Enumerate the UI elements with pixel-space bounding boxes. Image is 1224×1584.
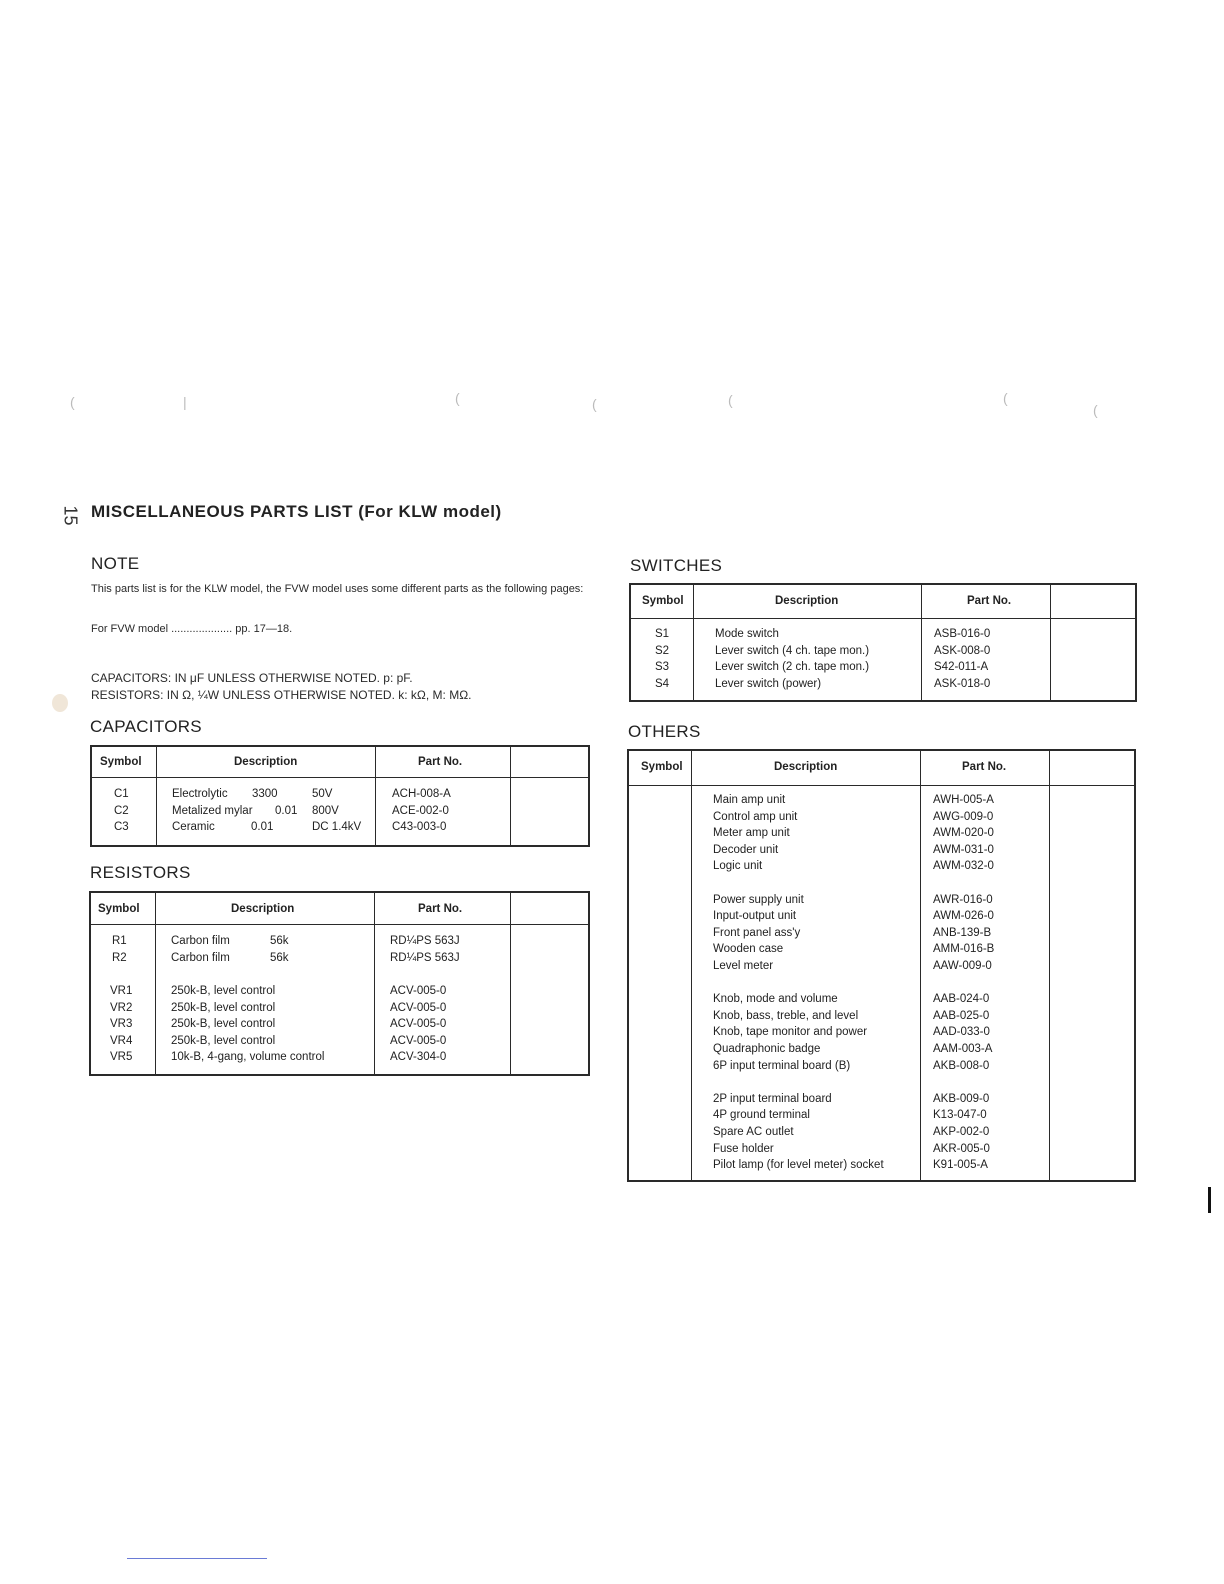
table-row <box>629 1008 1134 1025</box>
symbol-cell: R1 <box>112 935 127 947</box>
description-cell: Main amp unit <box>713 794 786 806</box>
description-cell: Lever switch (4 ch. tape mon.) <box>715 644 870 657</box>
column-header-symbol: Symbol <box>641 761 683 773</box>
description-cell: Pilot lamp (for level meter) socket <box>713 1159 884 1172</box>
part-no-cell: AAW-009-0 <box>933 960 992 972</box>
part-no-cell: AWM-031-0 <box>933 843 994 856</box>
table-row <box>629 858 1134 875</box>
description-cell: Level meter <box>713 960 774 972</box>
table-row <box>631 676 1135 693</box>
table-row <box>629 991 1134 1008</box>
table-row <box>91 1033 588 1050</box>
description-cell: Metalized mylar <box>172 804 253 817</box>
column-header-description: Description <box>234 756 298 768</box>
table-row <box>629 1058 1134 1075</box>
table-row <box>91 1000 588 1017</box>
part-no-cell: AMM-016-B <box>933 943 995 956</box>
paper-stain <box>52 694 68 712</box>
description-cell: Mode switch <box>715 628 779 640</box>
table-row <box>629 908 1134 925</box>
switches-table <box>629 583 1137 702</box>
edge-mark <box>1208 1187 1211 1213</box>
page-title: MISCELLANEOUS PARTS LIST (For KLW model) <box>91 502 502 521</box>
part-no-cell: ASB-016-0 <box>934 628 991 640</box>
description-cell: 6P input terminal board (B) <box>713 1059 851 1072</box>
scan-mark: ( <box>1003 390 1008 406</box>
resistor-units-note: RESISTORS: IN Ω, ¼W UNLESS OTHERWISE NOTED. k: kΩ, M: MΩ. <box>91 688 472 702</box>
description-cell: Knob, tape monitor and power <box>713 1026 868 1039</box>
description-cell: Carbon film <box>171 935 230 947</box>
table-row <box>629 925 1134 942</box>
symbol-cell: VR5 <box>110 1051 133 1064</box>
description-cell: Ceramic <box>172 821 215 834</box>
column-header-symbol: Symbol <box>98 903 140 915</box>
rating-cell: 50V <box>312 788 333 800</box>
capacitors-table <box>90 745 590 847</box>
note-text: This parts list is for the KLW model, the FVW model uses some different parts as the following pages: <box>91 583 584 595</box>
part-no-cell: AWM-032-0 <box>933 860 994 873</box>
description-cell: 4P ground terminal <box>713 1109 810 1122</box>
part-no-cell: AAM-003-A <box>933 1043 993 1055</box>
description-cell: Power supply unit <box>713 893 804 906</box>
resistors-table <box>89 891 590 1076</box>
table-row <box>631 659 1135 676</box>
scan-mark: ( <box>592 396 597 412</box>
description-cell: Carbon film <box>171 951 230 964</box>
others-table <box>627 749 1136 1182</box>
column-header-description: Description <box>774 761 838 773</box>
symbol-cell: C1 <box>114 788 129 800</box>
part-no-cell: AKB-008-0 <box>933 1059 990 1072</box>
table-row <box>629 792 1134 809</box>
description-cell: Lever switch (power) <box>715 677 822 690</box>
symbol-cell: S1 <box>655 628 670 640</box>
table-row <box>629 1091 1134 1108</box>
part-no-cell: AKR-005-0 <box>933 1142 990 1155</box>
table-row <box>629 825 1134 842</box>
table-row <box>629 842 1134 859</box>
table-row <box>92 786 588 803</box>
part-no-cell: AWR-016-0 <box>933 893 993 906</box>
table-row <box>629 1157 1134 1174</box>
scan-mark: ( <box>455 390 460 406</box>
part-no-cell: RD¼PS 563J <box>390 935 460 947</box>
footer-rule <box>127 1558 267 1559</box>
description-cell: Input-output unit <box>713 910 797 923</box>
part-no-cell: K91-005-A <box>933 1159 988 1172</box>
table-row <box>91 1016 588 1033</box>
column-header-description: Description <box>231 903 295 915</box>
description-cell: Decoder unit <box>713 843 779 856</box>
symbol-cell: S3 <box>655 661 670 674</box>
table-row <box>629 1041 1134 1058</box>
table-row <box>629 892 1134 909</box>
column-header-part-no: Part No. <box>962 761 1007 773</box>
value-cell: 3300 <box>252 788 278 800</box>
description-cell: 250k-B, level control <box>171 1001 276 1014</box>
description-cell: Knob, bass, treble, and level <box>713 1009 859 1022</box>
value-cell: 56k <box>270 951 289 964</box>
table-row <box>629 941 1134 958</box>
description-cell: Fuse holder <box>713 1142 774 1155</box>
description-cell: 250k-B, level control <box>171 985 276 997</box>
part-no-cell: K13-047-0 <box>933 1109 987 1122</box>
scan-mark: | <box>183 394 187 410</box>
symbol-cell: C2 <box>114 804 129 817</box>
description-cell: Knob, mode and volume <box>713 993 838 1006</box>
symbol-cell: C3 <box>114 821 129 834</box>
part-no-cell: AAB-025-0 <box>933 1009 990 1022</box>
description-cell: 10k-B, 4-gang, volume control <box>171 1051 325 1064</box>
description-cell: 2P input terminal board <box>713 1092 832 1105</box>
description-cell: Control amp unit <box>713 810 798 823</box>
description-cell: Spare AC outlet <box>713 1126 794 1138</box>
resistors-heading: RESISTORS <box>90 863 191 882</box>
column-header-description: Description <box>775 595 839 607</box>
scan-mark: ( <box>728 392 733 408</box>
part-no-cell: AAD-033-0 <box>933 1026 990 1039</box>
description-cell: 250k-B, level control <box>171 1034 276 1047</box>
scan-mark: ( <box>70 394 75 410</box>
column-header-part-no: Part No. <box>967 595 1012 607</box>
part-no-cell: AAB-024-0 <box>933 993 990 1006</box>
scan-mark: ( <box>1093 402 1098 418</box>
table-row <box>631 626 1135 643</box>
part-no-cell: AWM-026-0 <box>933 910 994 923</box>
symbol-cell: VR2 <box>110 1001 133 1014</box>
description-cell: Quadraphonic badge <box>713 1043 821 1055</box>
table-row <box>629 1141 1134 1158</box>
part-no-cell: AKP-002-0 <box>933 1126 990 1138</box>
table-row <box>91 950 588 967</box>
description-cell: Meter amp unit <box>713 827 790 840</box>
note-heading: NOTE <box>91 554 140 573</box>
value-cell: 0.01 <box>251 821 274 834</box>
value-cell: 56k <box>270 935 289 947</box>
description-cell: 250k-B, level control <box>171 1018 276 1031</box>
rating-cell: 800V <box>312 804 339 817</box>
symbol-cell: S2 <box>655 644 670 657</box>
table-row <box>629 1107 1134 1124</box>
capacitor-units-note: CAPACITORS: IN μF UNLESS OTHERWISE NOTED. p: pF. <box>91 671 413 685</box>
symbol-cell: R2 <box>112 951 127 964</box>
page-number: 15 <box>60 505 81 526</box>
rating-cell: DC 1.4kV <box>312 821 362 834</box>
part-no-cell: ACV-005-0 <box>390 985 447 997</box>
part-no-cell: AWM-020-0 <box>933 827 994 840</box>
part-no-cell: ACV-304-0 <box>390 1051 447 1064</box>
part-no-cell: S42-011-A <box>934 661 989 674</box>
part-no-cell: C43-003-0 <box>392 821 447 834</box>
part-no-cell: AWG-009-0 <box>933 810 994 823</box>
part-no-cell: AKB-009-0 <box>933 1092 990 1105</box>
description-cell: Front panel ass'y <box>713 926 801 939</box>
part-no-cell: ACV-005-0 <box>390 1001 447 1014</box>
table-row <box>91 983 588 1000</box>
description-cell: Logic unit <box>713 860 763 873</box>
part-no-cell: AWH-005-A <box>933 794 994 806</box>
part-no-cell: ACE-002-0 <box>392 804 449 817</box>
table-row <box>629 809 1134 826</box>
description-cell: Wooden case <box>713 943 784 956</box>
switches-heading: SWITCHES <box>630 556 723 575</box>
symbol-cell: VR1 <box>110 985 133 997</box>
table-row <box>629 1124 1134 1141</box>
symbol-cell: VR4 <box>110 1034 133 1047</box>
part-no-cell: ACV-005-0 <box>390 1034 447 1047</box>
table-row <box>92 803 588 820</box>
part-no-cell: ANB-139-B <box>933 926 992 939</box>
part-no-cell: RD¼PS 563J <box>390 951 460 964</box>
others-heading: OTHERS <box>628 722 701 741</box>
symbol-cell: VR3 <box>110 1018 133 1031</box>
column-header-part-no: Part No. <box>418 903 463 915</box>
column-header-symbol: Symbol <box>100 756 142 768</box>
table-row <box>91 933 588 950</box>
description-cell: Lever switch (2 ch. tape mon.) <box>715 661 870 674</box>
table-row <box>92 819 588 836</box>
table-row <box>629 958 1134 975</box>
capacitors-heading: CAPACITORS <box>90 717 202 736</box>
table-row <box>629 1024 1134 1041</box>
part-no-cell: ACV-005-0 <box>390 1018 447 1031</box>
part-no-cell: ASK-008-0 <box>934 644 991 657</box>
column-header-part-no: Part No. <box>418 756 463 768</box>
table-row <box>91 1049 588 1066</box>
table-row <box>631 643 1135 660</box>
value-cell: 0.01 <box>275 804 298 817</box>
symbol-cell: S4 <box>655 677 670 690</box>
description-cell: Electrolytic <box>172 788 228 800</box>
part-no-cell: ASK-018-0 <box>934 677 991 690</box>
column-header-symbol: Symbol <box>642 595 684 607</box>
part-no-cell: ACH-008-A <box>392 788 451 800</box>
note-fvw-reference: For FVW model .................... pp. 17—18. <box>91 623 293 635</box>
